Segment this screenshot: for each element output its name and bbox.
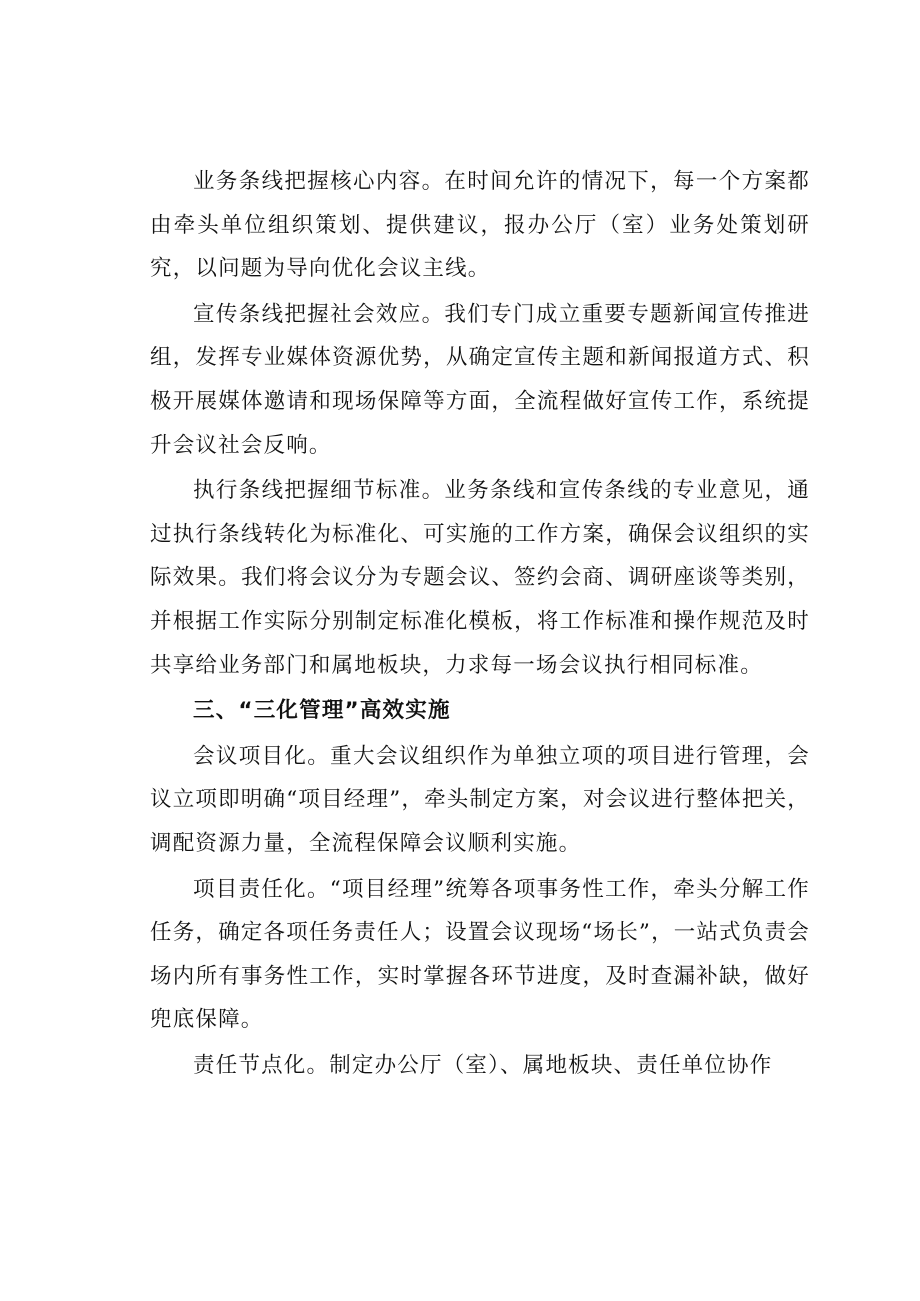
paragraph-meeting-project: 会议项目化。重大会议组织作为单独立项的项目进行管理，会议立项即明确“项目经理”，牵头制定方案，对会议进行整体把关，调配资源力量，全流程保障会议顺利实施。 bbox=[150, 743, 810, 856]
paragraph-execution-line: 执行条线把握细节标准。业务条线和宣传条线的专业意见，通过执行条线转化为标准化、可实施的工作方案，确保会议组织的实际效果。我们将会议分为专题会议、签约会商、调研座谈等类别，并根据工作实际分别制定标准化模板，将工作标准和操作规范及时共享给业务部门和属地板块，力求每一场会议执行相同标准。 bbox=[150, 478, 810, 678]
paragraph-business-line: 业务条线把握核心内容。在时间允许的情况下，每一个方案都由牵头单位组织策划、提供建议，报办公厅（室）业务处策划研究，以问题为导向优化会议主线。 bbox=[150, 169, 810, 282]
paragraph-project-responsibility: 项目责任化。“项目经理”统筹各项事务性工作，牵头分解工作任务，确定各项任务责任人；设置会议现场“场长”，一站式负责会场内所有事务性工作，实时掌握各环节进度，及时查漏补缺，做好兜底保障。 bbox=[150, 876, 810, 1033]
paragraph-publicity-line: 宣传条线把握社会效应。我们专门成立重要专题新闻宣传推进组，发挥专业媒体资源优势，从确定宣传主题和新闻报道方式、积极开展媒体邀请和现场保障等方面，全流程做好宣传工作，系统提升会议社会反响。 bbox=[150, 301, 810, 458]
document-body bbox=[150, 160, 810, 1089]
section-heading: 三、“三化管理”高效实施 bbox=[193, 698, 451, 724]
paragraph-responsibility-node: 责任节点化。制定办公厅（室）、属地板块、责任单位协作 bbox=[193, 1052, 773, 1078]
